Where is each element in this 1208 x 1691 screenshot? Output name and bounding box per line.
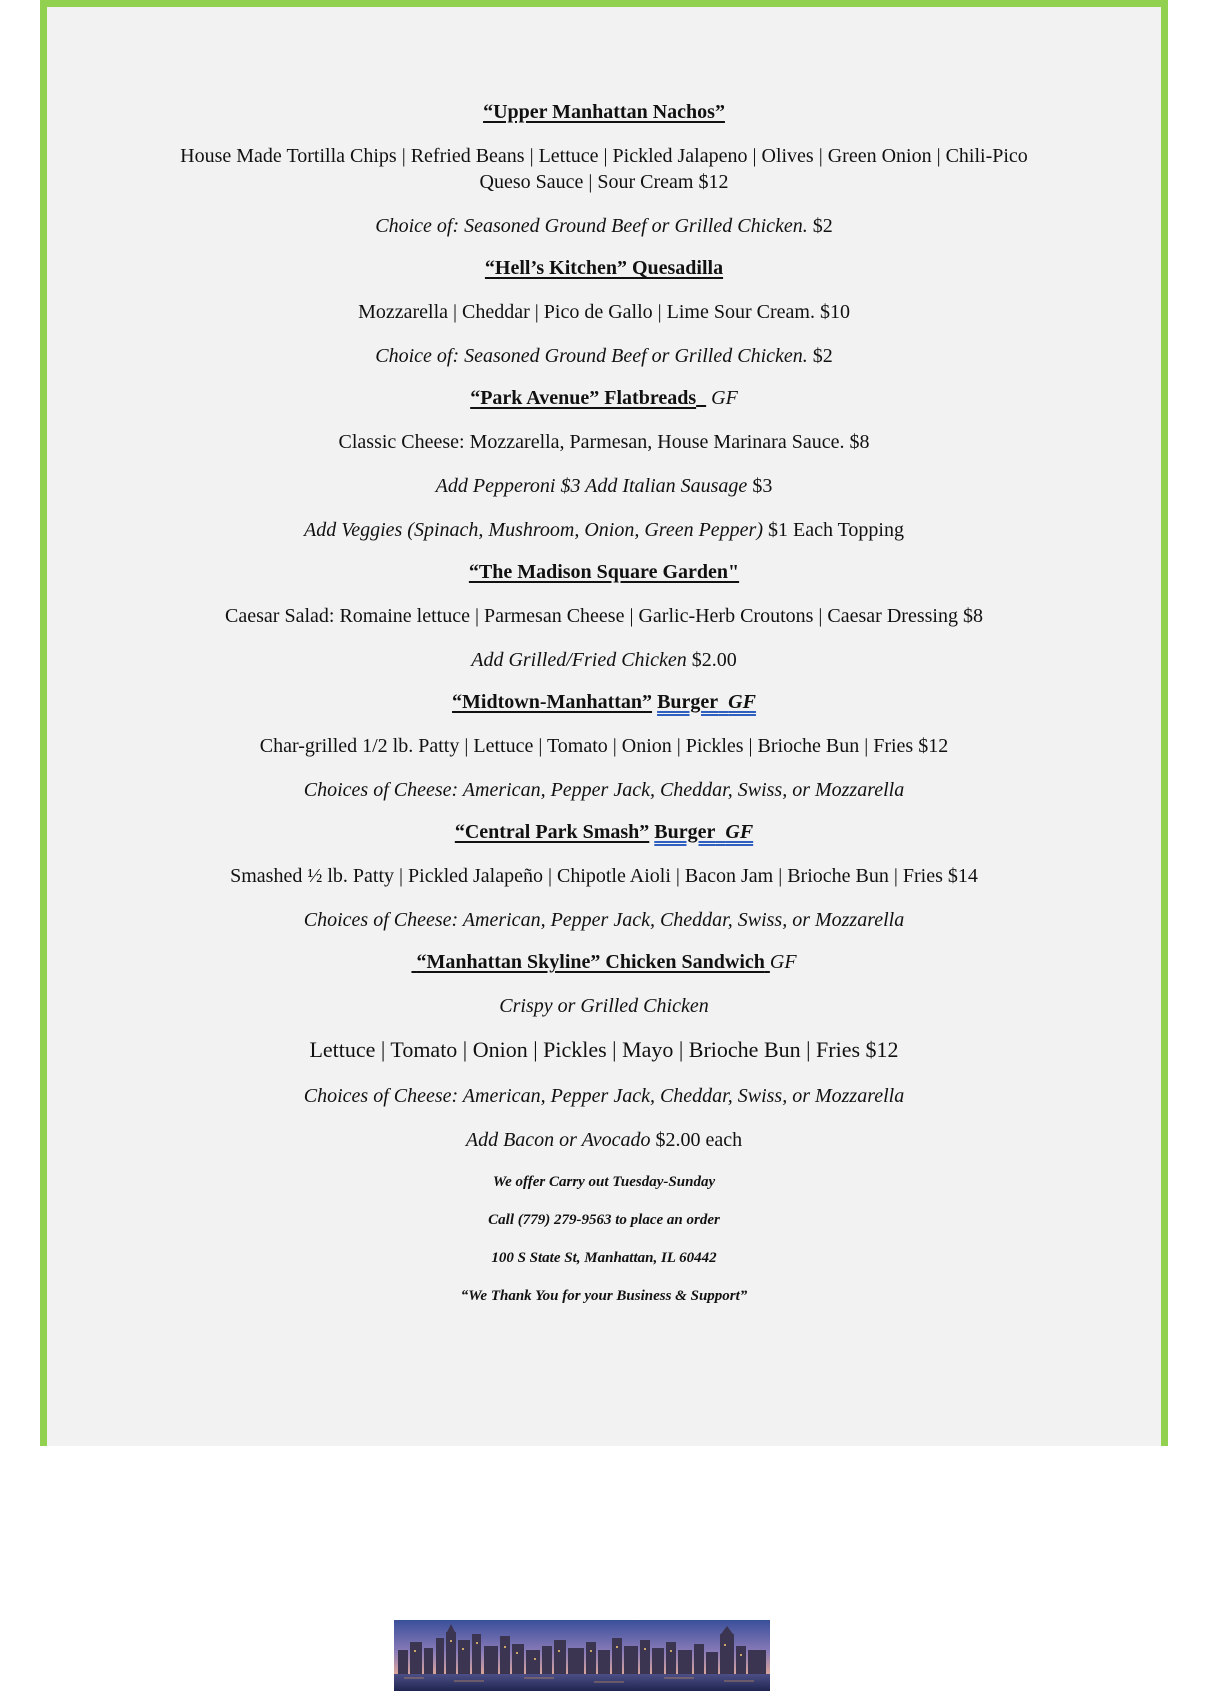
thank-you-note: “We Thank You for your Business & Support”	[460, 1288, 748, 1304]
smash-cheese-choices: Choices of Cheese: American, Pepper Jack, Cheddar, Swiss, or Mozzarella	[303, 909, 905, 931]
midtown-cheese-choices: Choices of Cheese: American, Pepper Jack, Cheddar, Swiss, or Mozzarella	[303, 779, 905, 801]
restaurant-address: 100 S State St, Manhattan, IL 60442	[491, 1250, 717, 1266]
nachos-choice: Choice of: Seasoned Ground Beef or Grilled Chicken.	[375, 215, 808, 237]
quesadilla-choice: Choice of: Seasoned Ground Beef or Grilled Chicken.	[375, 345, 808, 367]
smash-burger-desc: Smashed ½ lb. Patty | Pickled Jalapeño | Chipotle Aioli | Bacon Jam | Brioche Bun | Fries $14	[230, 865, 978, 887]
flatbreads-veggies-price: $1 Each Topping	[767, 519, 904, 541]
flatbreads-title: “Park Avenue” Flatbreads	[470, 387, 697, 409]
quesadilla-choice-price: $2	[812, 345, 833, 367]
flatbreads-desc: Classic Cheese: Mozzarella, Parmesan, House Marinara Sauce. $8	[338, 431, 870, 453]
flatbreads-veggies: Add Veggies (Spinach, Mushroom, Onion, Green Pepper)	[304, 519, 763, 541]
nachos-desc-line1: House Made Tortilla Chips | Refried Beans | Lettuce | Pickled Jalapeno | Olives | Green Onion | Chili-Pico	[180, 145, 1028, 167]
call-to-order: Call (779) 279-9563 to place an order	[488, 1212, 720, 1228]
salad-desc: Caesar Salad: Romaine lettuce | Parmesan Cheese | Garlic-Herb Croutons | Caesar Dressing $8	[225, 605, 983, 627]
salad-title: “The Madison Square Garden"	[468, 561, 740, 583]
flatbreads-addons-price: $3	[752, 475, 773, 497]
chicken-gf-tag: GF	[769, 951, 797, 973]
flatbreads-gf-tag: GF	[711, 387, 738, 409]
chicken-sandwich-desc: Lettuce | Tomato | Onion | Pickles | Mayo | Brioche Bun | Fries $12	[309, 1037, 899, 1062]
chicken-addon: Add Bacon or Avocado	[465, 1129, 651, 1151]
salad-addon: Add Grilled/Fried Chicken	[471, 649, 687, 671]
nachos-desc-line2: Queso Sauce | Sour Cream $12	[479, 171, 729, 193]
quesadilla-desc: Mozzarella | Cheddar | Pico de Gallo | Lime Sour Cream. $10	[358, 301, 850, 323]
chicken-style: Crispy or Grilled Chicken	[499, 995, 709, 1017]
smash-burger-title: “Central Park Smash”	[454, 821, 650, 843]
nachos-choice-price: $2	[812, 215, 833, 237]
carryout-note: We offer Carry out Tuesday-Sunday	[492, 1174, 716, 1190]
midtown-gf-tag: GF	[728, 691, 756, 713]
midtown-burger-desc: Char-grilled 1/2 lb. Patty | Lettuce | Tomato | Onion | Pickles | Brioche Bun | Fries $12	[259, 735, 949, 757]
menu-page	[40, 0, 1168, 1446]
chicken-cheese-choices: Choices of Cheese: American, Pepper Jack, Cheddar, Swiss, or Mozzarella	[303, 1085, 905, 1107]
quesadilla-title: “Hell’s Kitchen” Quesadilla	[484, 257, 724, 279]
nachos-title: “Upper Manhattan Nachos”	[483, 101, 725, 123]
smash-gf-tag: GF	[725, 821, 754, 843]
smash-burger-title-word: Burger	[654, 821, 716, 843]
midtown-burger-title-word: Burger	[657, 691, 719, 713]
flatbreads-addons: Add Pepperoni $3 Add Italian Sausage	[435, 475, 748, 497]
chicken-sandwich-title: “Manhattan Skyline” Chicken Sandwich	[416, 951, 765, 973]
salad-addon-price: $2.00	[691, 649, 737, 671]
manhattan-skyline-image	[394, 1620, 770, 1691]
midtown-burger-title: “Midtown-Manhattan”	[452, 691, 653, 713]
chicken-addon-price: $2.00 each	[655, 1129, 743, 1151]
